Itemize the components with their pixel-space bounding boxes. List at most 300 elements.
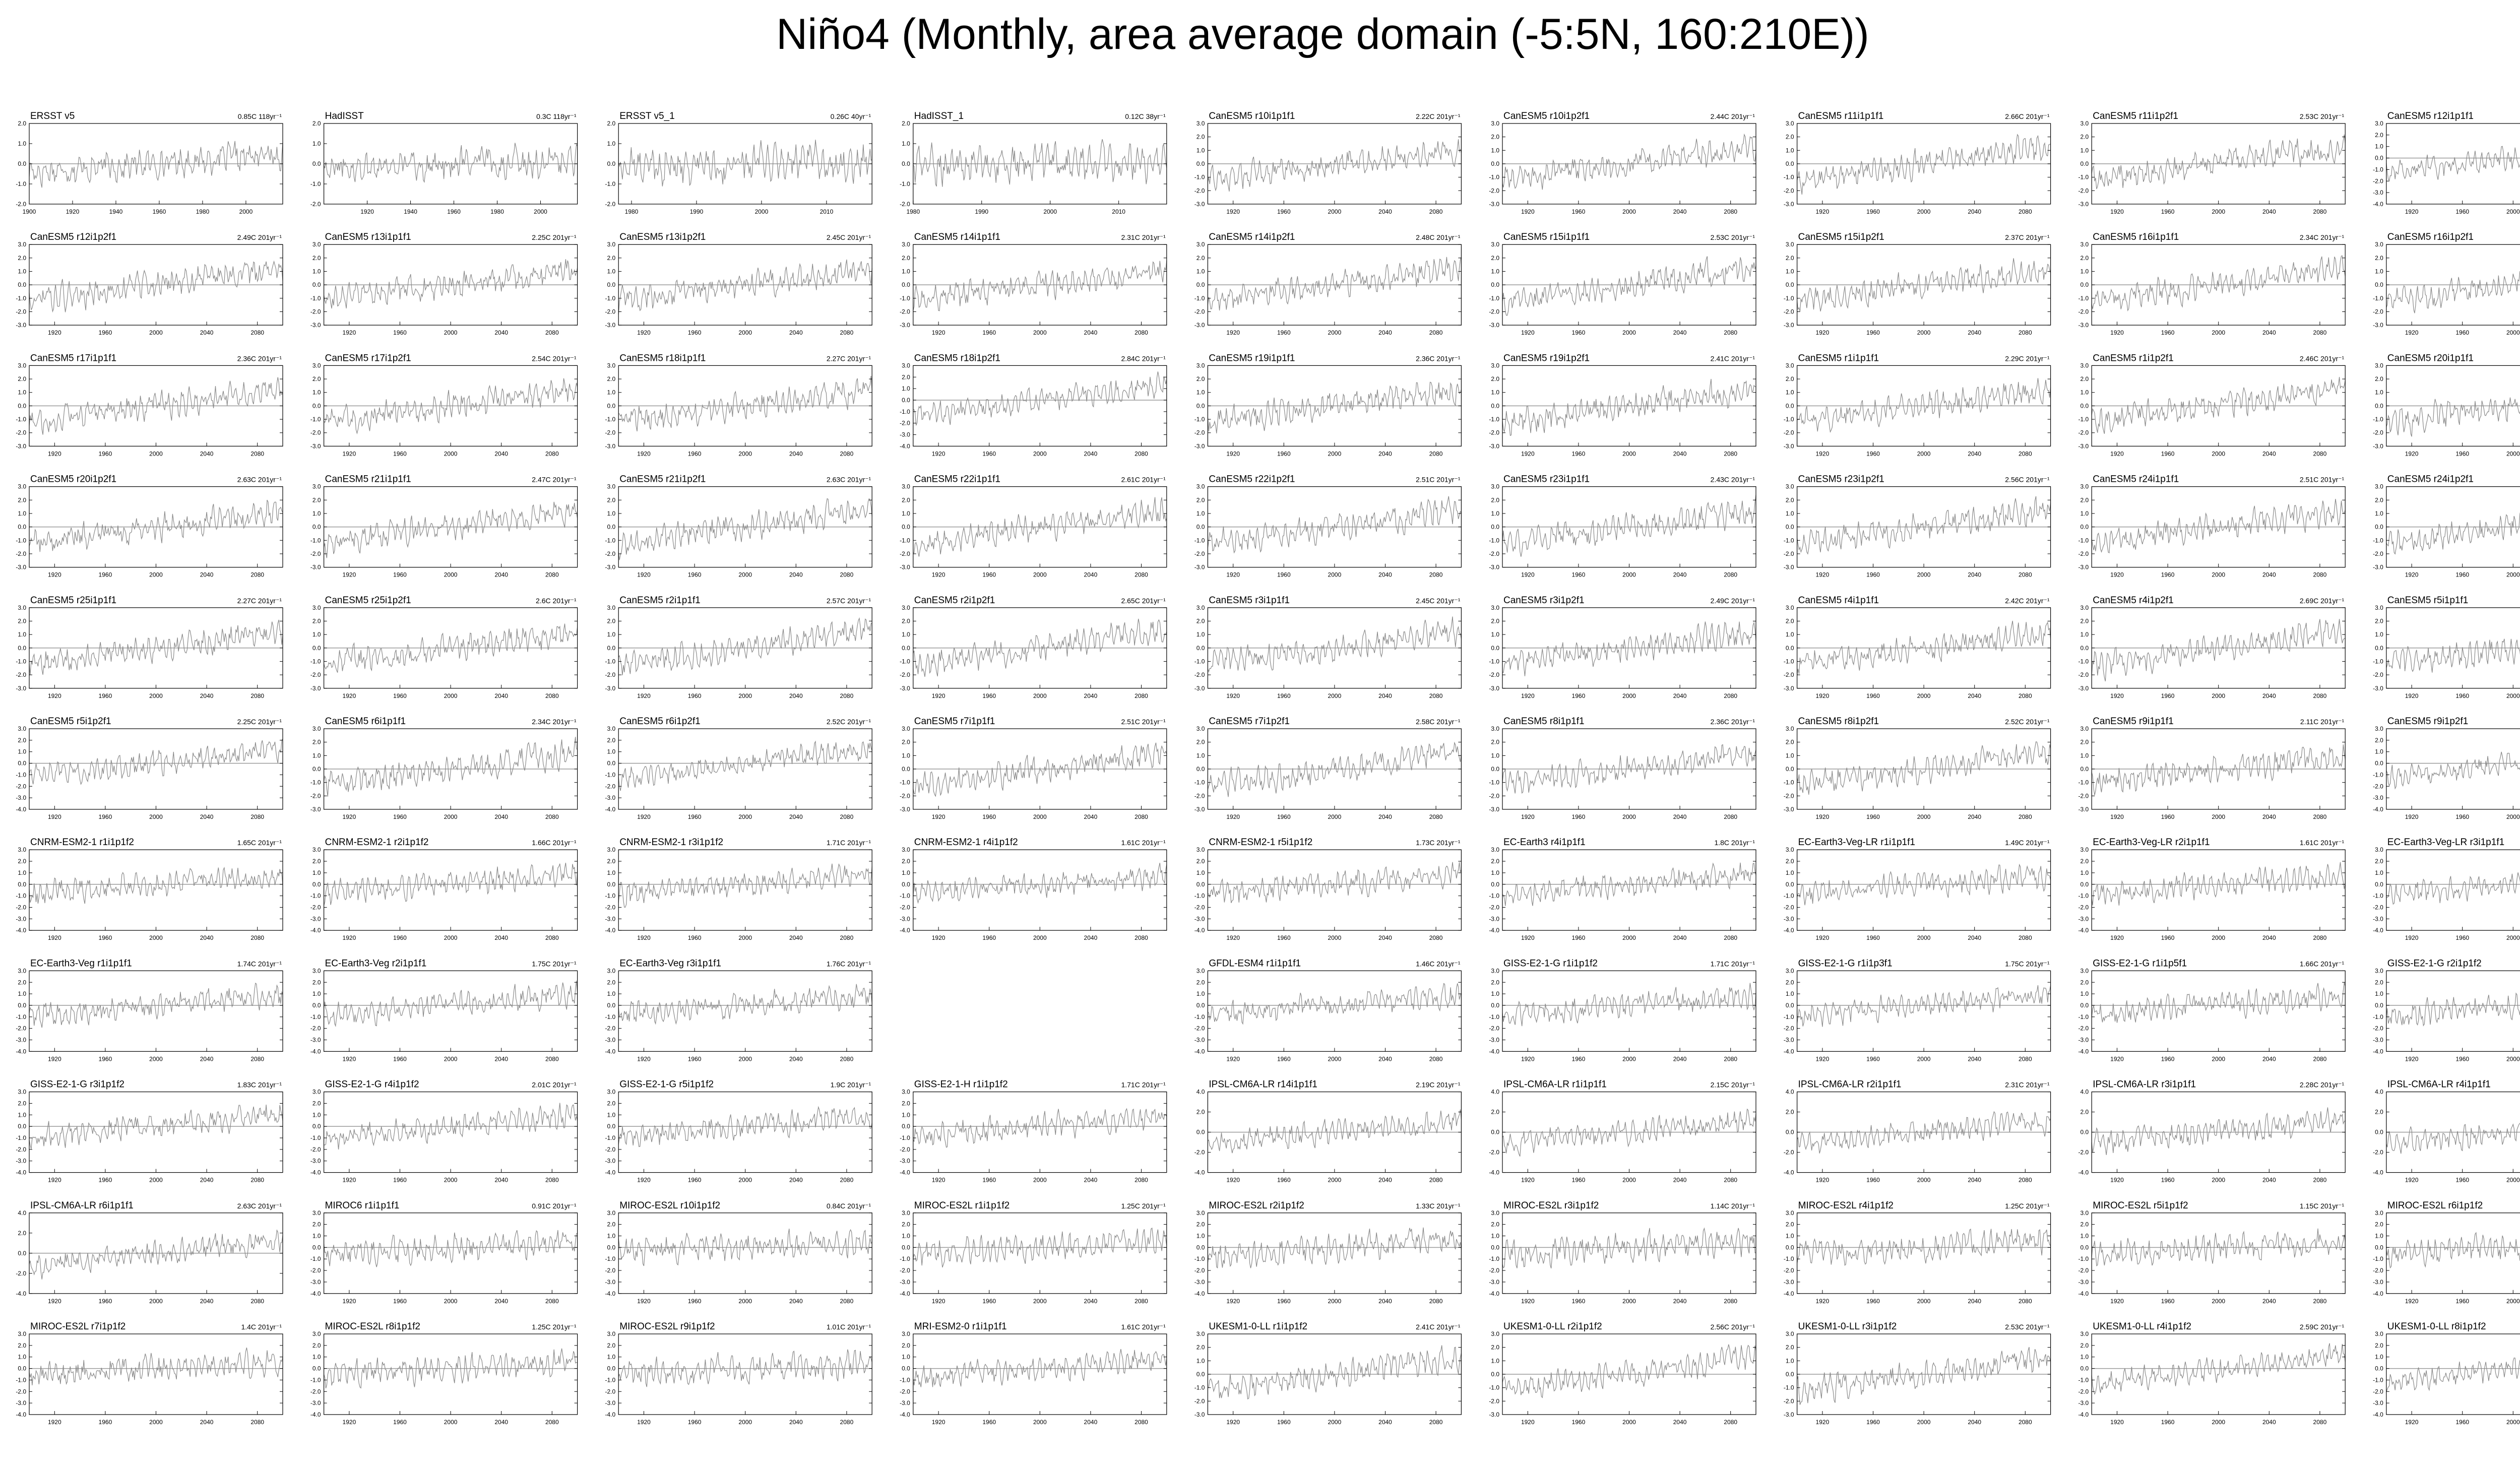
x-tick-label: 2040 xyxy=(494,1297,509,1305)
y-tick-label: 0.0 xyxy=(2375,154,2383,162)
panel[interactable] xyxy=(1784,595,2051,699)
series-line xyxy=(1502,257,1756,315)
panel-title: MIROC-ES2L r3i1p1f2 xyxy=(1503,1200,1599,1211)
y-tick-label: -3.0 xyxy=(310,322,321,329)
x-tick-label: 1960 xyxy=(1866,571,1880,579)
panel[interactable] xyxy=(605,111,872,215)
panel[interactable] xyxy=(16,353,283,457)
series-line xyxy=(2092,983,2345,1023)
x-tick-label: 2080 xyxy=(2313,208,2327,215)
panel-title: CanESM5 r6i1p1f1 xyxy=(325,716,406,727)
panel[interactable] xyxy=(900,716,1167,820)
panel[interactable] xyxy=(2078,1321,2346,1426)
y-tick-label: 0.0 xyxy=(1196,160,1205,167)
x-tick-label: 1960 xyxy=(98,692,112,699)
y-tick-label: -2.0 xyxy=(1489,1397,1499,1405)
panel[interactable] xyxy=(605,1321,872,1426)
y-tick-label: -2.0 xyxy=(2078,1388,2089,1395)
x-tick-label: 2000 xyxy=(149,571,163,579)
x-tick-label: 2080 xyxy=(1429,813,1443,820)
panel[interactable] xyxy=(2078,1079,2346,1184)
y-tick-label: -3.0 xyxy=(2078,563,2089,571)
x-tick-label: 2080 xyxy=(545,1419,559,1426)
trend-label: 2.49C 201yr⁻¹ xyxy=(237,233,282,242)
plot-frame xyxy=(1502,971,1756,1051)
y-tick-label: 3.0 xyxy=(18,846,26,854)
panel[interactable] xyxy=(1784,474,2051,579)
panel[interactable] xyxy=(2078,595,2346,699)
y-tick-label: -2.0 xyxy=(1489,792,1499,800)
y-tick-label: -4.0 xyxy=(16,806,26,813)
y-tick-label: 3.0 xyxy=(1196,725,1205,732)
y-tick-label: -1.0 xyxy=(310,779,321,786)
x-tick-label: 2040 xyxy=(2262,329,2276,337)
panel-title: ERSST v5_1 xyxy=(619,111,675,121)
x-tick-label: 2080 xyxy=(545,934,559,942)
y-tick-label: -3.0 xyxy=(2373,684,2383,692)
y-tick-label: -1.0 xyxy=(605,1376,616,1384)
y-tick-label: 1.0 xyxy=(18,748,26,755)
x-tick-label: 1920 xyxy=(637,450,651,458)
y-tick-label: -1.0 xyxy=(900,294,910,302)
panel[interactable] xyxy=(1784,232,2051,336)
panel[interactable] xyxy=(1194,353,1462,457)
x-tick-label: 1960 xyxy=(393,1419,407,1426)
trend-label: 2.53C 201yr⁻¹ xyxy=(2005,1323,2050,1331)
panel[interactable] xyxy=(16,1321,283,1426)
panel[interactable] xyxy=(900,1079,1167,1184)
y-tick-label: 2.0 xyxy=(2375,1108,2383,1116)
x-tick-label: 1960 xyxy=(2455,1297,2470,1305)
trend-label: 2.25C 201yr⁻¹ xyxy=(532,233,577,242)
y-tick-label: -2.0 xyxy=(2078,187,2089,195)
y-tick-label: 1.0 xyxy=(1196,631,1205,638)
y-tick-label: -1.0 xyxy=(310,294,321,302)
trend-label: 1.61C 201yr⁻¹ xyxy=(1121,839,1166,847)
x-tick-label: 2000 xyxy=(2506,1297,2520,1305)
panel[interactable] xyxy=(2078,958,2346,1062)
panel[interactable] xyxy=(310,232,578,336)
panel[interactable] xyxy=(2078,111,2346,215)
y-tick-label: 3.0 xyxy=(312,967,321,975)
x-tick-label: 2000 xyxy=(444,692,458,699)
x-tick-label: 1920 xyxy=(1226,1419,1240,1426)
y-tick-label: -3.0 xyxy=(1489,563,1499,571)
y-tick-label: -2.0 xyxy=(900,419,910,427)
panel[interactable] xyxy=(900,595,1167,699)
y-tick-label: 1.0 xyxy=(1785,1357,1794,1365)
y-tick-label: -2.0 xyxy=(16,201,26,208)
x-tick-label: 2000 xyxy=(2212,692,2226,699)
y-tick-label: -2.0 xyxy=(605,904,616,911)
panel[interactable] xyxy=(605,716,872,820)
series-line xyxy=(2386,1341,2520,1392)
panel[interactable] xyxy=(16,837,283,941)
y-tick-label: 3.0 xyxy=(2080,725,2089,732)
panel[interactable] xyxy=(2078,1200,2346,1305)
panel[interactable] xyxy=(310,111,578,215)
trend-label: 2.19C 201yr⁻¹ xyxy=(1416,1080,1461,1089)
trend-label: 1.61C 201yr⁻¹ xyxy=(1121,1323,1166,1331)
x-tick-label: 1920 xyxy=(1226,813,1240,820)
panel[interactable] xyxy=(605,1200,872,1305)
y-tick-label: 0.0 xyxy=(2080,281,2089,289)
y-tick-label: 2.0 xyxy=(1491,1344,1499,1351)
trend-label: 1.25C 201yr⁻¹ xyxy=(2005,1201,2050,1210)
panel[interactable] xyxy=(1489,1200,1756,1305)
x-tick-label: 2080 xyxy=(2313,692,2327,699)
x-tick-label: 1920 xyxy=(342,813,356,820)
plot-frame xyxy=(324,1092,578,1173)
y-tick-label: -2.0 xyxy=(310,201,321,208)
y-tick-label: -3.0 xyxy=(900,1157,910,1165)
x-tick-label: 2000 xyxy=(1043,208,1057,215)
panel[interactable] xyxy=(2373,353,2520,457)
x-tick-label: 1920 xyxy=(931,450,946,458)
x-tick-label: 2000 xyxy=(2506,692,2520,699)
x-tick-label: 2000 xyxy=(1033,934,1047,942)
panel[interactable] xyxy=(1489,958,1756,1062)
panel[interactable] xyxy=(2373,1079,2520,1184)
panel[interactable] xyxy=(1194,837,1462,941)
y-tick-label: 0.0 xyxy=(902,880,910,888)
series-line xyxy=(2386,261,2520,313)
panel[interactable] xyxy=(16,595,283,699)
panel[interactable] xyxy=(605,595,872,699)
panel-title: UKESM1-0-LL r8i1p1f2 xyxy=(2387,1321,2486,1332)
panel[interactable] xyxy=(1489,1321,1756,1426)
y-tick-label: 0.0 xyxy=(312,1365,321,1372)
x-tick-label: 1960 xyxy=(2161,1419,2175,1426)
panel[interactable] xyxy=(605,837,872,941)
x-tick-label: 2080 xyxy=(2018,1297,2032,1305)
panel-title: CanESM5 r19i1p1f1 xyxy=(1209,353,1295,364)
y-tick-label: 3.0 xyxy=(1196,846,1205,854)
x-tick-label: 1960 xyxy=(393,692,407,699)
x-tick-label: 2000 xyxy=(1622,1176,1636,1184)
y-tick-label: -3.0 xyxy=(2078,1399,2089,1407)
y-tick-label: 1.0 xyxy=(2080,869,2089,876)
y-tick-label: 3.0 xyxy=(1196,604,1205,611)
trend-label: 2.63C 201yr⁻¹ xyxy=(237,1201,282,1210)
y-tick-label: 0.0 xyxy=(18,1365,26,1372)
panel[interactable] xyxy=(605,958,872,1062)
y-tick-label: -1.0 xyxy=(605,294,616,302)
x-tick-label: 2040 xyxy=(200,813,214,820)
y-tick-label: 3.0 xyxy=(312,604,321,611)
x-tick-label: 2000 xyxy=(1622,813,1636,820)
y-tick-label: -3.0 xyxy=(1783,442,1794,450)
x-tick-label: 2000 xyxy=(738,934,752,942)
y-tick-label: -2.0 xyxy=(1194,671,1205,679)
x-tick-label: 2080 xyxy=(840,1055,854,1063)
x-tick-label: 1920 xyxy=(1815,208,1830,215)
panel[interactable] xyxy=(1194,595,1462,699)
x-tick-label: 1920 xyxy=(2110,1419,2124,1426)
y-tick-label: 3.0 xyxy=(902,725,910,732)
x-tick-label: 1920 xyxy=(2110,450,2124,458)
y-tick-label: -3.0 xyxy=(1194,322,1205,329)
panel[interactable] xyxy=(2373,111,2520,215)
panel-title: CNRM-ESM2-1 r2i1p1f2 xyxy=(325,837,429,848)
y-tick-label: -3.0 xyxy=(605,563,616,571)
panel[interactable] xyxy=(2373,958,2520,1062)
x-tick-label: 2000 xyxy=(2506,813,2520,820)
panel[interactable] xyxy=(16,474,283,579)
panel[interactable] xyxy=(16,958,283,1062)
x-tick-label: 1920 xyxy=(1521,329,1535,337)
y-tick-label: 1.0 xyxy=(1196,509,1205,517)
panel-title: EC-Earth3 r4i1p1f1 xyxy=(1503,837,1586,848)
y-tick-label: 1.0 xyxy=(312,1111,321,1119)
y-tick-label: -1.0 xyxy=(605,180,616,187)
y-tick-label: 2.0 xyxy=(2375,1341,2383,1349)
x-tick-label: 2000 xyxy=(2212,571,2226,579)
y-tick-label: 0.0 xyxy=(2375,759,2383,767)
y-tick-label: 3.0 xyxy=(1785,725,1794,732)
panel[interactable] xyxy=(310,1321,578,1426)
y-tick-label: -3.0 xyxy=(16,915,26,923)
x-tick-label: 2040 xyxy=(1378,692,1392,699)
y-tick-label: 2.0 xyxy=(18,1341,26,1349)
x-tick-label: 2040 xyxy=(1084,692,1098,699)
panel[interactable] xyxy=(900,232,1167,336)
panel[interactable] xyxy=(605,353,872,457)
x-tick-label: 2080 xyxy=(545,692,559,699)
panel[interactable] xyxy=(900,1200,1167,1305)
panel[interactable] xyxy=(1784,958,2051,1062)
y-tick-label: 2.0 xyxy=(2080,858,2089,865)
x-tick-label: 2040 xyxy=(1968,329,1982,337)
x-tick-label: 2080 xyxy=(250,329,265,337)
panel[interactable] xyxy=(1784,1321,2051,1426)
panel[interactable] xyxy=(1194,232,1462,336)
panel[interactable] xyxy=(1784,1200,2051,1305)
y-tick-label: 0.0 xyxy=(1785,765,1794,773)
panel[interactable] xyxy=(16,232,283,336)
panel[interactable] xyxy=(1489,353,1756,457)
trend-label: 2.52C 201yr⁻¹ xyxy=(826,718,871,726)
panel[interactable] xyxy=(1194,1321,1462,1426)
panel[interactable] xyxy=(1784,111,2051,215)
y-tick-label: 1.0 xyxy=(2080,147,2089,154)
panel[interactable] xyxy=(1489,716,1756,820)
x-tick-label: 2080 xyxy=(2018,692,2032,699)
y-tick-label: -1.0 xyxy=(16,180,26,187)
panel[interactable] xyxy=(1489,1079,1756,1184)
panel[interactable] xyxy=(900,353,1167,457)
y-tick-label: 0.0 xyxy=(18,281,26,289)
y-tick-label: -1.0 xyxy=(2373,166,2383,173)
x-tick-label: 2040 xyxy=(200,450,214,458)
y-tick-label: 2.0 xyxy=(18,979,26,986)
panel[interactable] xyxy=(900,1321,1167,1426)
panel-title: MIROC-ES2L r8i1p1f2 xyxy=(325,1321,420,1332)
panel[interactable] xyxy=(1489,111,1756,215)
y-tick-label: -1.0 xyxy=(16,537,26,544)
panel[interactable] xyxy=(16,1200,283,1305)
y-tick-label: -3.0 xyxy=(900,1278,910,1286)
panel[interactable] xyxy=(16,716,283,820)
panel[interactable] xyxy=(2373,232,2520,336)
x-tick-label: 2040 xyxy=(1673,450,1687,458)
x-tick-label: 1960 xyxy=(393,1055,407,1063)
x-tick-label: 1980 xyxy=(490,208,504,215)
panel[interactable] xyxy=(1784,716,2051,820)
panel[interactable] xyxy=(1194,716,1462,820)
x-tick-label: 1960 xyxy=(1866,1176,1880,1184)
panel[interactable] xyxy=(900,474,1167,579)
y-tick-label: 3.0 xyxy=(1196,483,1205,490)
panel[interactable] xyxy=(1194,111,1462,215)
series-line xyxy=(2092,1107,2345,1155)
y-tick-label: -3.0 xyxy=(2373,322,2383,329)
panel[interactable] xyxy=(16,1079,283,1184)
panel[interactable] xyxy=(2078,353,2346,457)
x-tick-label: 2000 xyxy=(2212,1419,2226,1426)
y-tick-label: 2.0 xyxy=(607,1221,616,1228)
plot-frame xyxy=(618,1334,872,1415)
panel[interactable] xyxy=(2078,716,2346,820)
panel[interactable] xyxy=(310,837,578,941)
x-tick-label: 1920 xyxy=(342,934,356,942)
trend-label: 2.69C 201yr⁻¹ xyxy=(2299,596,2345,605)
y-tick-label: 2.0 xyxy=(607,736,616,744)
panel[interactable] xyxy=(2373,1200,2520,1305)
panel[interactable] xyxy=(16,111,283,215)
panel[interactable] xyxy=(1194,958,1462,1062)
y-tick-label: 0.0 xyxy=(607,759,616,767)
panel[interactable] xyxy=(2373,595,2520,699)
y-tick-label: -2.0 xyxy=(2373,1148,2383,1156)
panel[interactable] xyxy=(1784,837,2051,941)
y-tick-label: 1.0 xyxy=(1491,631,1499,638)
panel[interactable] xyxy=(2373,1321,2520,1426)
trend-label: 2.11C 201yr⁻¹ xyxy=(2300,718,2345,726)
panel[interactable] xyxy=(2373,474,2520,579)
panel[interactable] xyxy=(310,474,578,579)
y-tick-label: -1.0 xyxy=(2078,1255,2089,1263)
x-tick-label: 2000 xyxy=(444,1055,458,1063)
x-tick-label: 1920 xyxy=(1226,329,1240,337)
y-tick-label: -1.0 xyxy=(2078,173,2089,181)
x-tick-label: 2000 xyxy=(1622,1297,1636,1305)
y-tick-label: -2.0 xyxy=(16,671,26,679)
x-tick-label: 1920 xyxy=(2110,934,2124,942)
y-tick-label: -2.0 xyxy=(2078,904,2089,911)
x-tick-label: 2080 xyxy=(250,1055,265,1063)
x-tick-label: 2040 xyxy=(1968,450,1982,458)
y-tick-label: -3.0 xyxy=(900,915,910,923)
x-tick-label: 2000 xyxy=(2212,1297,2226,1305)
y-tick-label: -1.0 xyxy=(16,892,26,900)
panel[interactable] xyxy=(2078,837,2346,941)
x-tick-label: 2000 xyxy=(1917,1055,1931,1063)
y-tick-label: -2.0 xyxy=(2078,792,2089,800)
panel[interactable] xyxy=(310,353,578,457)
y-tick-label: -2.0 xyxy=(2373,1025,2383,1032)
x-tick-label: 1960 xyxy=(447,208,461,215)
panel[interactable] xyxy=(900,111,1167,215)
panel[interactable] xyxy=(310,958,578,1062)
panel[interactable] xyxy=(1194,1200,1462,1305)
y-tick-label: -3.0 xyxy=(16,794,26,802)
y-tick-label: 2.0 xyxy=(2375,131,2383,139)
y-tick-label: 2.0 xyxy=(2375,496,2383,504)
y-tick-label: 3.0 xyxy=(2375,1330,2383,1337)
series-line xyxy=(29,500,283,552)
x-tick-label: 1960 xyxy=(687,1297,702,1305)
panel[interactable] xyxy=(2373,716,2520,820)
x-tick-label: 2000 xyxy=(1328,329,1342,337)
panel[interactable] xyxy=(900,837,1167,941)
x-tick-label: 2080 xyxy=(2018,571,2032,579)
series-line xyxy=(2092,135,2345,189)
x-tick-label: 2080 xyxy=(250,1297,265,1305)
x-tick-label: 2040 xyxy=(1378,1055,1392,1063)
panel[interactable] xyxy=(1489,474,1756,579)
panel[interactable] xyxy=(2373,837,2520,941)
trend-label: 2.44C 201yr⁻¹ xyxy=(1710,112,1755,120)
x-tick-label: 2080 xyxy=(1429,1297,1443,1305)
panel[interactable] xyxy=(310,1200,578,1305)
x-tick-label: 1960 xyxy=(1866,1419,1880,1426)
panel-title: MIROC-ES2L r9i1p1f2 xyxy=(619,1321,715,1332)
panel[interactable] xyxy=(1784,353,2051,457)
y-tick-label: 1.0 xyxy=(2375,509,2383,517)
x-tick-label: 1960 xyxy=(98,1419,112,1426)
y-tick-label: -1.0 xyxy=(310,892,321,900)
y-tick-label: 1.0 xyxy=(2080,389,2089,396)
x-tick-label: 2040 xyxy=(2262,450,2276,458)
y-tick-label: -1.0 xyxy=(2078,294,2089,302)
y-tick-label: 2.0 xyxy=(607,496,616,504)
x-tick-label: 1980 xyxy=(624,208,639,215)
panel[interactable] xyxy=(2078,232,2346,336)
x-tick-label: 2040 xyxy=(2262,1055,2276,1063)
trend-label: 2.01C 201yr⁻¹ xyxy=(532,1080,577,1089)
x-tick-label: 2040 xyxy=(2262,1176,2276,1184)
y-tick-label: 1.0 xyxy=(1785,509,1794,517)
panel[interactable] xyxy=(1784,1079,2051,1184)
panel[interactable] xyxy=(605,474,872,579)
y-tick-label: 2.0 xyxy=(312,1100,321,1107)
panel[interactable] xyxy=(1194,474,1462,579)
x-tick-label: 1960 xyxy=(2455,1419,2470,1426)
panel[interactable] xyxy=(1489,232,1756,336)
panel-title: CanESM5 r3i1p2f1 xyxy=(1503,595,1585,606)
panel[interactable] xyxy=(310,1079,578,1184)
panel[interactable] xyxy=(310,716,578,820)
series-line xyxy=(1502,1109,1756,1157)
panel[interactable] xyxy=(1489,837,1756,941)
panel[interactable] xyxy=(2078,474,2346,579)
panel[interactable] xyxy=(1489,595,1756,699)
y-tick-label: -1.0 xyxy=(2373,1376,2383,1384)
y-tick-label: -3.0 xyxy=(16,1036,26,1044)
x-tick-label: 1920 xyxy=(1815,1297,1830,1305)
y-tick-label: -2.0 xyxy=(1783,904,1794,911)
panel[interactable] xyxy=(1194,1079,1462,1184)
panel[interactable] xyxy=(310,595,578,699)
y-tick-label: 2.0 xyxy=(18,1229,26,1237)
trend-label: 1.71C 201yr⁻¹ xyxy=(1121,1080,1166,1089)
series-line xyxy=(1208,257,1461,310)
x-tick-label: 2040 xyxy=(2262,692,2276,699)
panel[interactable] xyxy=(605,232,872,336)
x-tick-label: 2080 xyxy=(2313,1055,2327,1063)
panel[interactable] xyxy=(605,1079,872,1184)
